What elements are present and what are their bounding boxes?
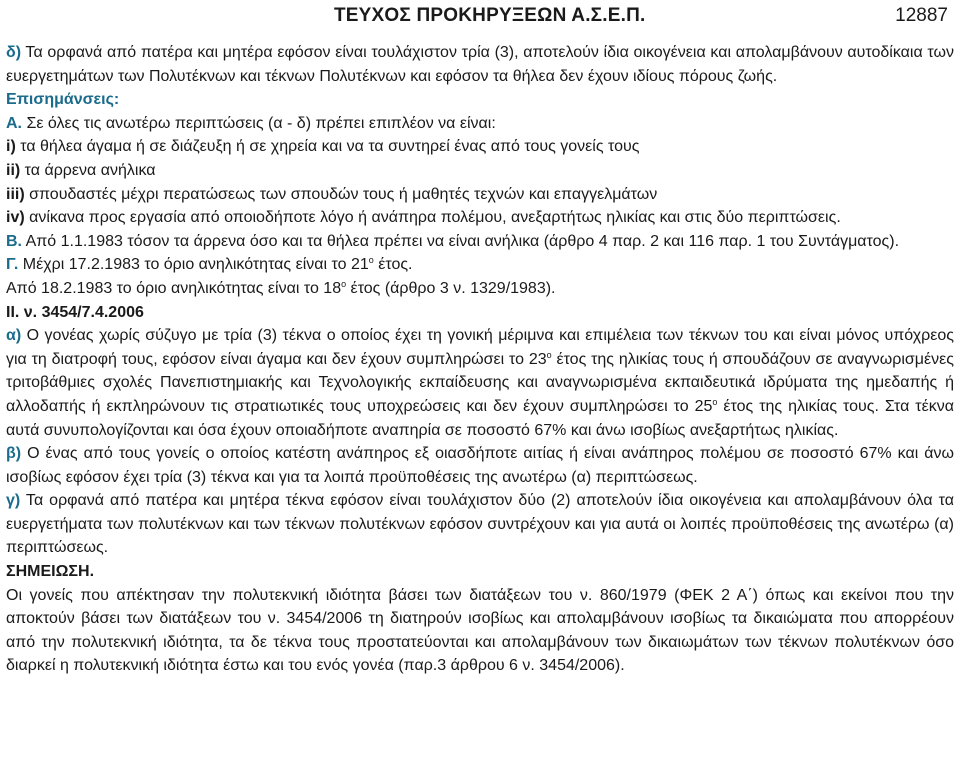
paragraph-ii-text: τα άρρενα ανήλικα <box>20 161 156 179</box>
paragraph-note-text: Οι γονείς που απέκτησαν την πολυτεκνική ιδιότητα βάσει των διατάξεων του ν. 860/1979 (ΦΕΚ 2 Α΄) όπως και εκείνοι που την αποκτούν βάσει των διατάξεων του ν. 3454/2006 τη διατηρούν ισοβίως και απολαμβάνουν ισοβίως τα δικαιώματα που απορρέουν από την πολυτεκνική ιδιότητα, τα δε τέκνα τους προστατεύονται και απολαμβάνουν των δικαιωμάτων των τέκνων πολυτέκνων όσο διαρκεί η πολυτεκνική ιδιότητα έστω και του ενός γονέα (παρ.3 άρθρου 6 ν. 3454/2006). <box>6 586 954 675</box>
paragraph-B-text: Από 1.1.1983 τόσον τα άρρενα όσο και τα θήλεα πρέπει να είναι ανήλικα (άρθρο 4 παρ. 2 και 116 παρ. 1 του Συντάγματος). <box>22 232 900 250</box>
remarks-heading-text: Επισημάνσεις: <box>6 91 120 109</box>
item-label-ii: ii) <box>6 161 21 179</box>
page-header <box>0 4 960 28</box>
item-label-gamma: γ) <box>6 492 21 510</box>
paragraph-B <box>6 230 954 254</box>
ordinal-superscript: ο <box>546 349 552 360</box>
item-label-B: Β. <box>6 232 22 250</box>
paragraph-beta-text: Ο ένας από τους γονείς ο οποίος κατέστη ανάπηρος εξ οιασδήποτε αιτίας ή είναι ανάπηρος πολέμου σε ποσοστό 67% και άνω ισοβίως εφόσον έχει τρία (3) τέκνα και για τα λοιπά προϋποθέσεις της ανωτέρω (α) περιπτώσεως. <box>6 445 954 486</box>
item-label-G: Γ. <box>6 256 19 274</box>
item-label-A: Α. <box>6 114 22 132</box>
page-number: 12887 <box>895 5 948 26</box>
paragraph-gamma-text: Τα ορφανά από πατέρα και μητέρα τέκνα εφόσον είναι τουλάχιστον δύο (2) αποτελούν ίδια οικογένεια και απολαμβάνουν όλα τα ευεργετήματα των πολυτέκνων και των τέκνων πολυτέκνων εφόσον συντρέχουν και για αυτά οι λοιπές προϋποθέσεις της ανωτέρω (α) περιπτώσεως. <box>6 492 954 557</box>
ordinal-superscript: ο <box>368 255 374 266</box>
paragraph-iv <box>6 206 954 230</box>
item-label-iii: iii) <box>6 185 25 203</box>
paragraph-G2 <box>6 277 954 301</box>
note-heading-text: ΣΗΜΕΙΩΣΗ. <box>6 563 95 581</box>
paragraph-gamma <box>6 489 954 560</box>
item-label-iv: iv) <box>6 209 25 227</box>
document-body <box>6 41 954 678</box>
paragraph-beta <box>6 442 954 489</box>
paragraph-G2-text-after: έτος (άρθρο 3 ν. 1329/1983). <box>346 279 556 297</box>
paragraph-G-text-before: Μέχρι 17.2.1983 το όριο ανηλικότητας είναι το 21 <box>18 256 369 274</box>
paragraph-G2-text-before: Από 18.2.1983 το όριο ανηλικότητας είναι το 18 <box>6 279 342 297</box>
paragraph-i <box>6 135 954 159</box>
paragraph-alpha-text-2: έτος της ηλικίας τους ή σπουδάζουν σε αναγνωρισμένες τριτοβάθμιες σχολές Πανεπιστημιακής και Τεχνολογικής εκπαίδευσης και αναγνωρισμένα εκπαιδευτικά ιδρύματα της ημεδαπής ή αλλοδαπής ή εκπληρώνουν τις στρατιωτικές τους υποχρεώσεις και δεν έχουν συμπληρώσει το 25 <box>6 350 954 415</box>
paragraph-ii <box>6 159 954 183</box>
publication-title: ΤΕΥΧΟΣ ΠΡΟΚΗΡΥΞΕΩΝ Α.Σ.Ε.Π. <box>334 5 646 26</box>
paragraph-i-text: τα θήλεα άγαμα ή σε διάζευξη ή σε χηρεία και να τα συντηρεί ένας από τους γονείς τους <box>15 138 640 156</box>
item-label-beta: β) <box>6 445 22 463</box>
item-label-alpha: α) <box>6 327 22 345</box>
paragraph-iv-text: ανίκανα προς εργασία από οποιοδήποτε λόγο ή ανάπηρα πολέμου, ανεξαρτήτως ηλικίας και στις δύο περιπτώσεις. <box>24 209 841 227</box>
paragraph-delta <box>6 41 954 88</box>
section-II-heading-text: ΙΙ. ν. 3454/7.4.2006 <box>6 303 144 321</box>
paragraph-note <box>6 584 954 678</box>
paragraph-delta-text: Τα ορφανά από πατέρα και μητέρα εφόσον είναι τουλάχιστον τρία (3), αποτελούν ίδια οικογένεια και απολαμβάνουν αυτοδίκαια των ευεργετημάτων των Πολυτέκνων και τέκνων Πολυτέκνων και εφόσον τα θήλεα δεν έχουν ιδίους πόρους ζωής. <box>6 44 954 85</box>
paragraph-A-text: Σε όλες τις ανωτέρω περιπτώσεις (α - δ) πρέπει επιπλέον να είναι: <box>22 114 496 132</box>
note-heading <box>6 560 954 584</box>
item-label-delta: δ) <box>6 44 22 61</box>
paragraph-alpha <box>6 324 954 442</box>
paragraph-G <box>6 253 954 277</box>
paragraph-alpha-text-1: Ο γονέας χωρίς σύζυγο με τρία (3) τέκνα ο οποίος έχει τη γονική μέριμνα και επιμέλεια των τέκνων του και είναι μόνος υπόχρεος για τη διατροφή τους, εφόσον είναι άγαμα και δεν έχουν συμπληρώσει το 23 <box>6 327 954 368</box>
ordinal-superscript: ο <box>712 396 718 407</box>
item-label-i: i) <box>6 138 16 156</box>
ordinal-superscript: ο <box>341 278 347 289</box>
paragraph-A <box>6 112 954 136</box>
paragraph-iii <box>6 183 954 207</box>
paragraph-iii-text: σπουδαστές μέχρι περατώσεως των σπουδών τους ή μαθητές τεχνών και επαγγελμάτων <box>24 185 658 203</box>
paragraph-G-text-after: έτος. <box>373 256 413 274</box>
remarks-heading <box>6 88 954 112</box>
section-II-heading <box>6 301 954 325</box>
paragraph-alpha-text-3: έτος της ηλικίας τους. Στα τέκνα αυτά συνυπολογίζονται και όσα έχουν οποιαδήποτε αναπηρία σε ποσοστό 67% και άνω ισοβίως ανεξαρτήτως ηλικίας. <box>6 397 954 439</box>
